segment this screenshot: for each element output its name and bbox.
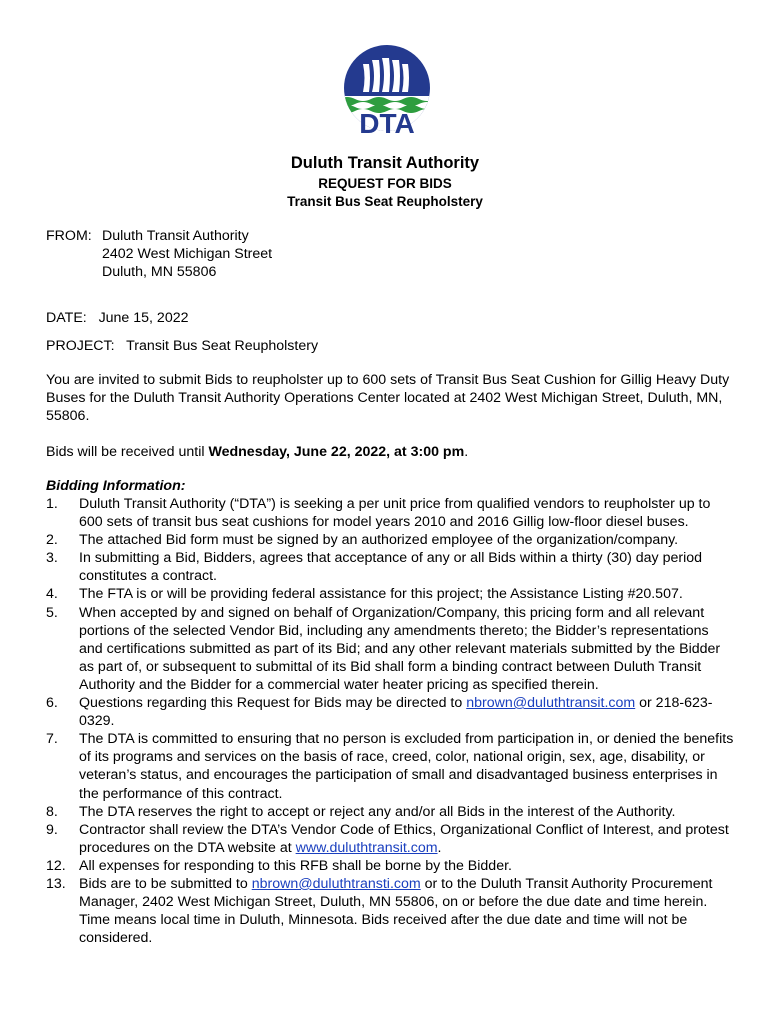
item-number: 8. [46,803,58,820]
item-number: 9. [46,821,58,838]
email-link[interactable]: nbrown@duluthtransit.com [466,695,636,712]
bids-deadline [46,443,468,461]
item-text: The FTA is or will be providing federal assistance for this project; the Assistance Listing #20.507. [79,586,683,603]
item-text: Contractor shall review the DTA’s Vendor Code of Ethics, Organizational Conflict of Interest, and protest procedures on the DTA website at www.duluthtransit.com. [79,821,729,856]
item-number: 7. [46,731,58,748]
date-value: June 15, 2022 [98,310,189,326]
org-title: Duluth Transit Authority [290,154,480,172]
bidding-heading: Bidding Information: [46,478,186,494]
dta-logo [339,44,435,136]
item-text: The DTA reserves the right to accept or reject any and/or all Bids in the interest of the Authority. [79,803,676,820]
item-text: When accepted by and signed on behalf of Organization/Company, this pricing form and all relevant portions of the selected Vendor Bid, including any amendments thereto; the Bidder’s representations and certifications submitted as part of its Bid; and any other relevant materials submitted by the Bidder as part of, or subsequent to submittal of its Bid shall form a binding contract between Duluth Transit Authority and the Bidder for a commercial water heater pricing as specified therein. [79,604,721,693]
item-number: 13. [46,875,66,892]
document-title: REQUEST FOR BIDS [318,176,452,191]
intro-paragraph: You are invited to submit Bids to reupholster up to 600 sets of Transit Bus Seat Cushion for Gillig Heavy Duty Buses for the Duluth Transit Authority Operations Center located at 2402 West Michigan Street, Duluth, MN, 55806. [46,372,730,424]
list-item [46,694,736,730]
bids-deadline-date: Wednesday, June 22, 2022, at 3:00 pm [208,444,465,460]
item-text: Duluth Transit Authority (“DTA”) is seeking a per unit price from qualified vendors to reupholster up to 600 sets of transit bus seat cushions for model years 2010 and 2016 Gillig low-floor diesel buses. [79,496,711,531]
item-number: 4. [46,586,58,603]
item-text: The DTA is committed to ensuring that no person is excluded from participation in, or denied the benefits of its programs and services on the basis of race, creed, color, national origin, sex, age, disability, or veteran’s status, and encourages the participation of small and disadvantaged business enterprises in the performance of this contract. [79,731,734,802]
date-label: DATE: [46,310,87,326]
item-text: In submitting a Bid, Bidders, agrees that acceptance of any or all Bids within a thirty (30) day period constitutes a contract. [79,550,703,585]
from-line: 2402 West Michigan Street [102,246,273,262]
list-item [46,604,736,694]
from-label: FROM: [46,228,92,244]
email-link[interactable]: nbrown@duluthtransti.com [251,875,421,892]
from-line: Duluth, MN 55806 [102,264,217,280]
from-block [46,227,272,281]
item-number: 5. [46,604,58,621]
list-item [46,803,736,821]
item-text: The attached Bid form must be signed by an authorized employee of the organization/company. [79,532,679,549]
project-label: PROJECT: [46,338,115,354]
document-subtitle: Transit Bus Seat Reupholstery [287,194,483,209]
bids-prefix: Bids will be received until [46,444,209,460]
project-value: Transit Bus Seat Reupholstery [126,338,319,354]
item-text: All expenses for responding to this RFB shall be borne by the Bidder. [79,857,512,874]
list-item [46,730,736,802]
list-item [46,495,736,531]
item-number: 12. [46,857,66,874]
date-line [46,309,189,327]
bids-suffix: . [464,444,469,460]
list-item [46,549,736,585]
item-text: Bids are to be submitted to nbrown@duluthtransti.com or to the Duluth Transit Authority Procurement Manager, 2402 West Michigan Street, Duluth, MN 55806, on or before the due date and time herein. Time means local time in Duluth, Minnesota. Bids received after the due date and time will not be considered. [79,875,713,947]
list-item [46,585,736,603]
bidding-list [46,495,736,947]
from-line: Duluth Transit Authority [102,228,249,244]
item-number: 2. [46,532,58,549]
item-number: 1. [46,496,58,512]
logo-text: DTA [359,108,415,136]
website-link[interactable]: www.duluthtransit.com [295,839,438,856]
list-item [46,531,736,549]
item-number: 6. [46,695,58,712]
list-item [46,857,736,875]
item-number: 3. [46,550,58,567]
list-item [46,875,736,947]
list-item [46,821,736,857]
project-line [46,337,318,355]
item-text: Questions regarding this Request for Bids may be directed to nbrown@duluthtransit.com or 218-623-0329. [79,695,713,730]
